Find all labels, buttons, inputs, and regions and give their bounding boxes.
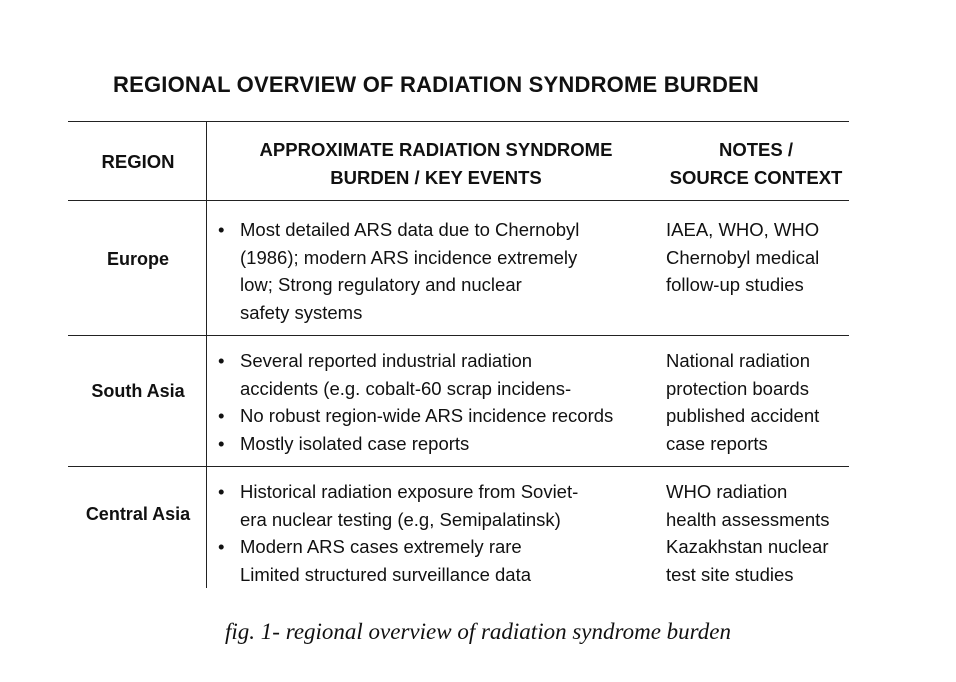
region-cell: Europe	[106, 249, 169, 269]
header-notes-line-2: SOURCE CONTEXT	[669, 167, 843, 188]
figure-caption: fig. 1- regional overview of radiation syndrome burden	[225, 619, 731, 644]
header-notes-line-1: NOTES /	[718, 139, 793, 160]
row-rule-1	[68, 335, 849, 336]
region-cell: Central Asia	[85, 504, 191, 524]
burden-cell: • Historical radiation exposure from Soviet- era nuclear testing (e.g, Semipalatinsk) • Modern ARS cases extremely rare Limited structured surveillance data	[218, 478, 663, 588]
bullet-item: • Modern ARS cases extremely rare	[218, 533, 663, 561]
header-region: REGION	[101, 151, 175, 172]
table-top-rule	[68, 121, 849, 122]
notes-cell: National radiation protection boards published accident case reports	[666, 350, 820, 454]
row-rule-2	[68, 466, 849, 467]
bullet-icon: •	[218, 219, 225, 240]
header-burden	[206, 136, 666, 192]
header-notes	[656, 136, 856, 192]
bullet-icon: •	[218, 350, 225, 371]
burden-cell: • Most detailed ARS data due to Chernobyl (1986); modern ARS incidence extremely low; Strong regulatory and nuclear safety systems	[218, 216, 663, 326]
header-burden-line-1: APPROXIMATE RADIATION SYNDROME	[259, 139, 613, 160]
region-cell: South Asia	[91, 381, 185, 401]
header-rule	[68, 200, 849, 201]
notes-cell: IAEA, WHO, WHO Chernobyl medical follow-up studies	[666, 219, 820, 295]
bullet-item: • Most detailed ARS data due to Chernobyl	[218, 216, 663, 244]
header-burden-line-2: BURDEN / KEY EVENTS	[330, 167, 542, 188]
bullet-item: • Historical radiation exposure from Soviet-	[218, 478, 663, 506]
bullet-icon: •	[218, 536, 225, 557]
bullet-item: • Mostly isolated case reports	[218, 430, 663, 458]
bullet-icon: •	[218, 481, 225, 502]
bullet-item: • Several reported industrial radiation	[218, 347, 663, 375]
bullet-icon: •	[218, 405, 225, 426]
notes-cell: WHO radiation health assessments Kazakhstan nuclear test site studies	[666, 481, 830, 585]
burden-cell: • Several reported industrial radiation accidents (e.g. cobalt-60 scrap incidens- • No robust region-wide ARS incidence records • Mostly isolated case reports	[218, 347, 663, 457]
bullet-item: • No robust region-wide ARS incidence records	[218, 402, 663, 430]
table-title: REGIONAL OVERVIEW OF RADIATION SYNDROME BURDEN	[113, 72, 760, 97]
bullet-icon: •	[218, 432, 225, 454]
